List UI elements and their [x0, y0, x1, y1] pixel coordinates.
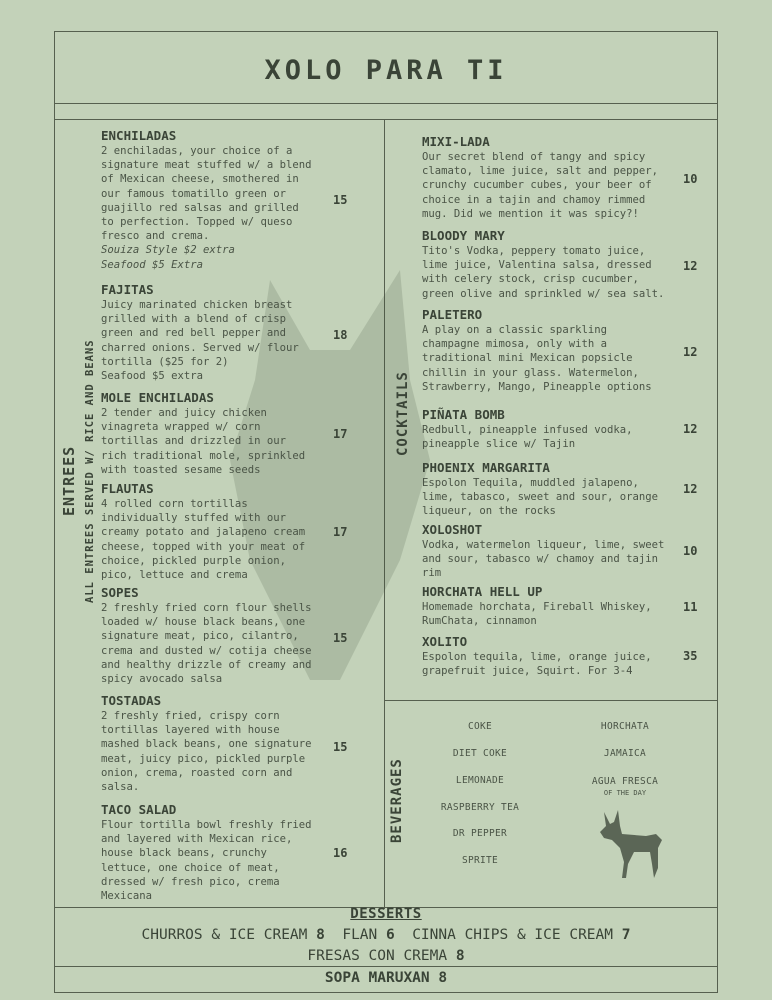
dessert-name: CINNA CHIPS & ICE CREAM: [412, 927, 613, 943]
dessert-line-1: [0, 927, 772, 943]
beverage-item: HORCHATA: [600, 721, 650, 732]
entree-sopes: [101, 585, 331, 686]
entree-name: ENCHILADAS: [101, 128, 177, 143]
cocktail-desc: Our secret blend of tangy and spicy clamato, lime juice, salt and pepper, crunchy cucumber cubes, your beer of choice in a tajin and chamoy rimmed mug. Did we mention it was spicy?!: [422, 151, 658, 220]
entree-taco-salad: [101, 802, 331, 903]
entrees-sublabel: ALL ENTREES SERVED W/ RICE AND BEANS: [84, 339, 96, 603]
entree-fajitas: [101, 282, 331, 383]
cocktail-desc: Vodka, watermelon liqueur, lime, sweet and sour, tabasco w/ chamoy and tajin rim: [422, 539, 665, 580]
cocktail-price: 12: [683, 482, 698, 496]
beverage-item: LEMONADE: [455, 775, 505, 786]
cocktail-name: MIXI-LADA: [422, 134, 490, 149]
dessert-line-3: [0, 970, 772, 986]
entree-name: TACO SALAD: [101, 802, 177, 817]
entree-note: Seafood $5 extra: [101, 370, 204, 383]
page-title: XOLO PARA TI: [264, 55, 508, 86]
cocktail-xolito: [422, 634, 684, 678]
dessert-name: CHURROS & ICE CREAM: [141, 927, 308, 943]
cocktail-desc: Espolon tequila, lime, orange juice, grapefruit juice, Squirt. For 3-4: [422, 651, 652, 678]
entree-desc: 2 freshly fried, crispy corn tortillas layered with house mashed black beans, one signature meat, juicy pico, pickled purple onion, crema, roasted corn and salsa.: [101, 710, 312, 794]
dessert-name: FRESAS CON CREMA: [307, 948, 448, 964]
sopa-rule: [54, 966, 718, 967]
cocktail-xoloshot: [422, 522, 684, 581]
entree-enchiladas: [101, 128, 331, 272]
cocktail-price: 10: [683, 544, 698, 558]
entree-name: SOPES: [101, 585, 139, 600]
entree-price: 17: [333, 525, 348, 539]
cocktail-desc: Espolon Tequila, muddled jalapeno, lime, tabasco, sweet and sour, orange liqueur, on the rocks: [422, 477, 658, 518]
cocktail-name: XOLITO: [422, 634, 468, 649]
cocktail-price: 12: [683, 259, 698, 273]
cocktail-phoenix-margarita: [422, 460, 684, 519]
title-rule-bottom: [54, 119, 718, 120]
cocktail-pinata-bomb: [422, 407, 684, 451]
cocktail-name: PALETERO: [422, 307, 483, 322]
entree-flautas: [101, 481, 331, 582]
entree-price: 16: [333, 846, 348, 860]
cocktail-price: 12: [683, 345, 698, 359]
cocktail-name: HORCHATA HELL UP: [422, 584, 543, 599]
beverages-label: BEVERAGES: [389, 758, 405, 843]
entree-desc: 2 tender and juicy chicken vinagreta wrapped w/ corn tortillas and drizzled in our rich traditional mole, sprinkled with toasted sesame seeds: [101, 407, 306, 476]
cocktail-desc: A play on a classic sparkling champagne mimosa, only with a traditional mini Mexican popsicle chillin in your glass. Watermelon, Strawberry, Mango, Pineapple options: [422, 324, 652, 393]
cocktail-bloody-mary: [422, 228, 684, 301]
beverage-item: RASPBERRY TEA: [440, 802, 520, 813]
cocktail-price: 11: [683, 600, 698, 614]
entree-name: MOLE ENCHILADAS: [101, 390, 214, 405]
beverage-item: JAMAICA: [603, 748, 647, 759]
cocktail-horchata-hell-up: [422, 584, 684, 628]
agua-fresca-note: OF THE DAY: [603, 789, 647, 797]
dessert-line-2: [0, 948, 772, 964]
cocktail-desc: Homemade horchata, Fireball Whiskey, RumChata, cinnamon: [422, 601, 652, 628]
entree-desc: Flour tortilla bowl freshly fried and layered with Mexican rice, house black beans, crunchy lettuce, one choice of meat, dressed w/ fresh pico, crema Mexicana: [101, 819, 312, 903]
entree-price: 15: [333, 631, 348, 645]
dessert-price: 8: [455, 948, 465, 964]
cocktail-name: PHOENIX MARGARITA: [422, 460, 550, 475]
entree-name: FAJITAS: [101, 282, 154, 297]
entree-desc: 2 freshly fried corn flour shells loaded w/ house black beans, one signature meat, pico, cilantro, crema and dusted w/ cotija cheese and healthy drizzle of creamy and spicy avocado salsa: [101, 602, 312, 686]
cocktail-paletero: [422, 307, 684, 394]
entree-tostadas: [101, 693, 331, 794]
entree-mole-enchiladas: [101, 390, 331, 477]
desserts-heading: DESSERTS: [350, 906, 422, 922]
beverage-item: SPRITE: [461, 855, 499, 866]
entree-name: FLAUTAS: [101, 481, 154, 496]
dessert-name: FLAN: [342, 927, 378, 943]
entree-name: TOSTADAS: [101, 693, 162, 708]
cocktail-price: 35: [683, 649, 698, 663]
cocktail-name: BLOODY MARY: [422, 228, 505, 243]
entree-desc: 4 rolled corn tortillas individually stuffed with our creamy potato and jalapeno cream cheese, topped with your meat of choice, pickled purple onion, pico, lettuce and crema: [101, 498, 306, 582]
title-rule-top: [54, 103, 718, 104]
beverage-item: DR PEPPER: [452, 828, 508, 839]
dessert-name: SOPA MARUXAN: [324, 970, 430, 986]
entree-desc: 2 enchiladas, your choice of a signature meat stuffed w/ a blend of Mexican cheese, smothered in our famous tomatillo green or guajillo red salsas and grilled to perfection. Topped w/ queso fresco and crema.: [101, 145, 312, 243]
beverage-item: COKE: [467, 721, 493, 732]
cocktail-desc: Tito's Vodka, peppery tomato juice, lime juice, Valentina salsa, dressed with celery stock, crisp cucumber, green olive and sprinkled w/ sea salt.: [422, 245, 665, 300]
cocktail-price: 10: [683, 172, 698, 186]
cocktail-price: 12: [683, 422, 698, 436]
cocktail-desc: Redbull, pineapple infused vodka, pineapple slice w/ Tajin: [422, 424, 633, 451]
dessert-price: 8: [316, 927, 325, 943]
entree-note: Souiza Style $2 extra Seafood $5 Extra: [101, 244, 235, 271]
cocktail-name: PIÑATA BOMB: [422, 407, 505, 422]
cocktails-label: COCKTAILS: [395, 371, 411, 456]
cocktail-name: XOLOSHOT: [422, 522, 483, 537]
beverages-rule: [384, 700, 718, 701]
beverage-item: AGUA FRESCA: [591, 776, 659, 787]
entree-desc: Juicy marinated chicken breast grilled with a blend of crisp green and red bell pepper and charred onions. Served w/ flour tortilla ($25 for 2): [101, 299, 299, 368]
dessert-price: 6: [386, 927, 395, 943]
dessert-price: 7: [621, 927, 631, 943]
dessert-price: 8: [438, 970, 448, 986]
xolo-dog-icon: [594, 808, 668, 882]
cocktail-mixi-lada: [422, 134, 684, 221]
beverage-item: DIET COKE: [452, 748, 508, 759]
entrees-label: ENTREES: [60, 445, 78, 516]
entree-price: 17: [333, 427, 348, 441]
entree-price: 18: [333, 328, 348, 342]
entree-price: 15: [333, 193, 348, 207]
entree-price: 15: [333, 740, 348, 754]
